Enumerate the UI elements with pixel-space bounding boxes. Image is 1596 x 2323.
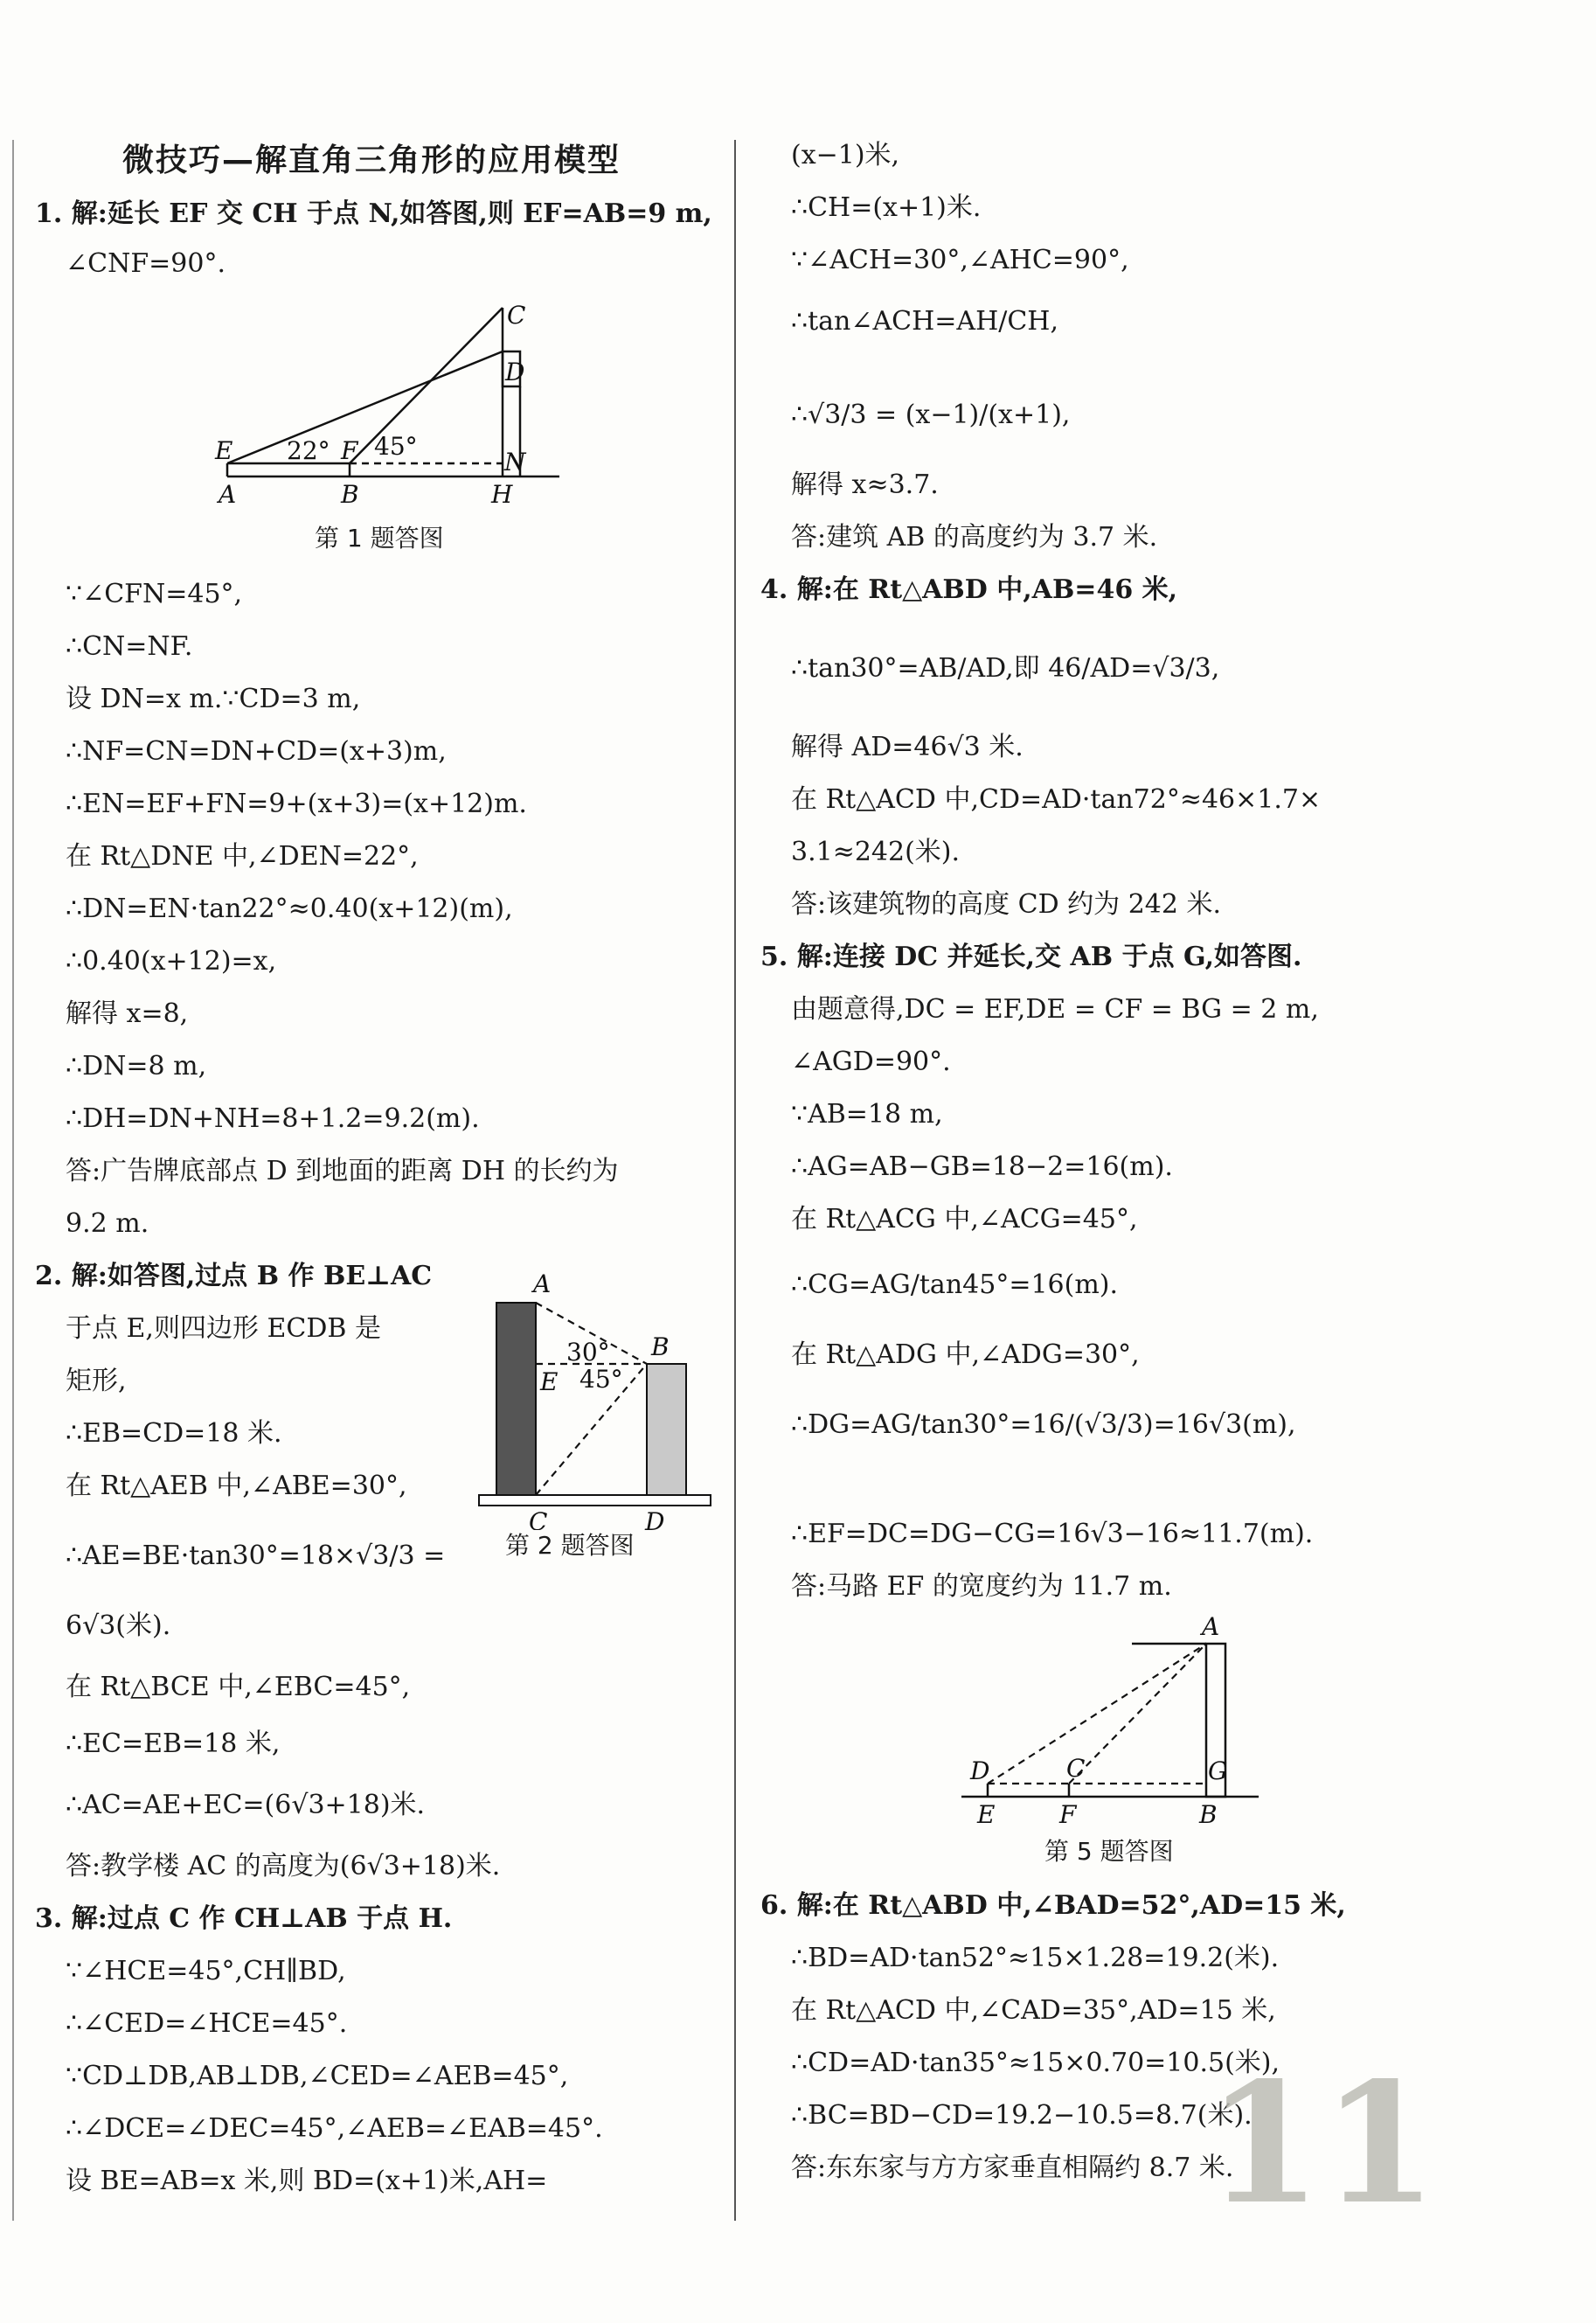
left-line: ∴∠CED=∠HCE=45°. — [66, 2008, 348, 2039]
figure-2-caption: 第 2 题答图 — [505, 1531, 635, 1560]
left-line: ∴DH=DN+NH=8+1.2=9.2(m). — [66, 1103, 480, 1134]
fig1-label: B — [341, 480, 359, 509]
left-line: ∴∠DCE=∠DEC=45°,∠AEB=∠EAB=45°. — [66, 2113, 603, 2144]
fig5-label: E — [977, 1800, 996, 1827]
left-line: 矩形, — [66, 1366, 127, 1396]
right-line: 解得 x≈3.7. — [791, 469, 939, 500]
left-line: 设 DN=x m.∵CD=3 m, — [66, 684, 361, 714]
fig5-label: A — [1202, 1612, 1220, 1641]
right-line: 6. 解:在 Rt△ABD 中,∠BAD=52°,AD=15 米, — [760, 1890, 1346, 1921]
page-number: 11 — [1206, 2046, 1438, 2241]
left-line: 解得 x=8, — [66, 998, 189, 1029]
left-margin-line — [12, 140, 14, 2221]
left-line: 在 Rt△DNE 中,∠DEN=22°, — [66, 841, 419, 872]
fig1-label: E — [215, 436, 233, 465]
right-line: 5. 解:连接 DC 并延长,交 AB 于点 G,如答图. — [760, 942, 1302, 972]
right-line: ∴tan∠ACH=AH/CH, — [791, 306, 1058, 337]
left-line: ∴NF=CN=DN+CD=(x+3)m, — [66, 736, 447, 767]
figure-5-caption: 第 5 题答图 — [1044, 1837, 1174, 1866]
fig2-label: C — [529, 1507, 548, 1530]
figure-2 — [472, 1268, 717, 1530]
fig2-label: 30° — [566, 1338, 610, 1367]
right-line: ∴CH=(x+1)米. — [791, 192, 982, 223]
left-line: ∴AE=BE·tan30°=18×√3/3 = — [66, 1541, 446, 1571]
fig1-label: A — [219, 480, 237, 509]
right-line: ∴BC=BD−CD=19.2−10.5=8.7(米). — [791, 2100, 1253, 2131]
right-line: 答:东东家与方方家垂直相隔约 8.7 米. — [791, 2153, 1234, 2183]
fig1-label: N — [504, 448, 526, 476]
right-line: ∴√3/3 = (x−1)/(x+1), — [791, 400, 1071, 430]
fig1-label: C — [507, 301, 526, 330]
fig5-label: F — [1059, 1800, 1077, 1827]
right-line: 4. 解:在 Rt△ABD 中,AB=46 米, — [760, 574, 1178, 605]
figure-5 — [953, 1609, 1285, 1827]
figure-1 — [210, 297, 577, 525]
right-line: 答:该建筑物的高度 CD 约为 242 米. — [791, 889, 1222, 920]
right-line: ∵AB=18 m, — [791, 1099, 943, 1130]
left-line: ∴EB=CD=18 米. — [66, 1418, 282, 1449]
left-line: 2. 解:如答图,过点 B 作 BE⊥AC — [35, 1261, 433, 1291]
right-line: 3.1≈242(米). — [791, 837, 961, 867]
fig2-label: A — [533, 1269, 552, 1298]
right-line: ∴CD=AD·tan35°≈15×0.70=10.5(米), — [791, 2048, 1280, 2078]
right-line: ∵∠ACH=30°,∠AHC=90°, — [791, 245, 1129, 275]
fig5-label: B — [1199, 1800, 1218, 1827]
fig1-label: F — [341, 436, 358, 465]
right-line: 在 Rt△ACD 中,CD=AD·tan72°≈46×1.7× — [791, 784, 1322, 815]
right-line: 在 Rt△ACG 中,∠ACG=45°, — [791, 1204, 1138, 1235]
fig1-label: 45° — [374, 432, 418, 461]
right-line: 在 Rt△ADG 中,∠ADG=30°, — [791, 1339, 1140, 1370]
column-divider — [734, 140, 736, 2221]
fig2-label: D — [645, 1507, 665, 1530]
right-line: 在 Rt△ACD 中,∠CAD=35°,AD=15 米, — [791, 1995, 1276, 2026]
left-line: 9.2 m. — [66, 1208, 149, 1239]
right-line: 由题意得,DC = EF,DE = CF = BG = 2 m, — [791, 994, 1319, 1025]
left-line: 答:广告牌底部点 D 到地面的距离 DH 的长约为 — [66, 1156, 619, 1186]
right-line: ∴DG=AG/tan30°=16/(√3/3)=16√3(m), — [791, 1409, 1296, 1440]
left-line: ∵∠HCE=45°,CH∥BD, — [66, 1956, 346, 1986]
left-line: 1. 解:延长 EF 交 CH 于点 N,如答图,则 EF=AB=9 m, — [35, 198, 712, 229]
left-line: 3. 解:过点 C 作 CH⊥AB 于点 H. — [35, 1903, 453, 1934]
left-line: ∴EC=EB=18 米, — [66, 1728, 281, 1759]
left-line: 设 BE=AB=x 米,则 BD=(x+1)米,AH= — [66, 2166, 548, 2196]
left-line: 于点 E,则四边形 ECDB 是 — [66, 1313, 381, 1344]
left-line: ∴CN=NF. — [66, 631, 193, 662]
left-line: 6√3(米). — [66, 1610, 171, 1641]
fig1-label: 22° — [287, 436, 330, 465]
right-line: 答:马路 EF 的宽度约为 11.7 m. — [791, 1571, 1172, 1602]
left-line: ∴AC=AE+EC=(6√3+18)米. — [66, 1790, 426, 1820]
left-line: ∴DN=EN·tan22°≈0.40(x+12)(m), — [66, 894, 513, 924]
left-line: ∴DN=8 m, — [66, 1051, 207, 1082]
right-line: ∴CG=AG/tan45°=16(m). — [791, 1269, 1119, 1300]
right-line: (x−1)米, — [791, 140, 900, 170]
page-title: 微技巧—解直角三角形的应用模型 — [122, 143, 621, 178]
right-line: ∴tan30°=AB/AD,即 46/AD=√3/3, — [791, 653, 1220, 684]
right-line: ∠AGD=90°. — [791, 1047, 951, 1077]
right-line: 答:建筑 AB 的高度约为 3.7 米. — [791, 522, 1158, 553]
right-line: ∴BD=AD·tan52°≈15×1.28=19.2(米). — [791, 1943, 1280, 1973]
left-line: 在 Rt△BCE 中,∠EBC=45°, — [66, 1672, 411, 1702]
left-line: ∵CD⊥DB,AB⊥DB,∠CED=∠AEB=45°, — [66, 2061, 569, 2091]
left-line: ∴0.40(x+12)=x, — [66, 946, 277, 977]
fig1-label: D — [505, 358, 525, 386]
fig2-label: E — [540, 1367, 559, 1396]
fig1-label: H — [491, 480, 513, 509]
fig5-label: G — [1208, 1756, 1228, 1785]
left-line: 答:教学楼 AC 的高度为(6√3+18)米. — [66, 1851, 501, 1881]
left-line: 在 Rt△AEB 中,∠ABE=30°, — [66, 1471, 407, 1501]
fig5-label: D — [970, 1756, 990, 1785]
left-line: ∴EN=EF+FN=9+(x+3)=(x+12)m. — [66, 789, 527, 819]
left-line: ∠CNF=90°. — [66, 248, 226, 279]
right-line: 解得 AD=46√3 米. — [791, 732, 1024, 762]
fig5-label: C — [1066, 1754, 1086, 1783]
right-line: ∴AG=AB−GB=18−2=16(m). — [791, 1151, 1173, 1182]
left-line: ∵∠CFN=45°, — [66, 579, 243, 609]
right-line: ∴EF=DC=DG−CG=16√3−16≈11.7(m). — [791, 1519, 1314, 1549]
fig2-label: 45° — [579, 1365, 623, 1394]
fig2-label: B — [651, 1332, 670, 1361]
figure-1-caption: 第 1 题答图 — [315, 524, 444, 553]
